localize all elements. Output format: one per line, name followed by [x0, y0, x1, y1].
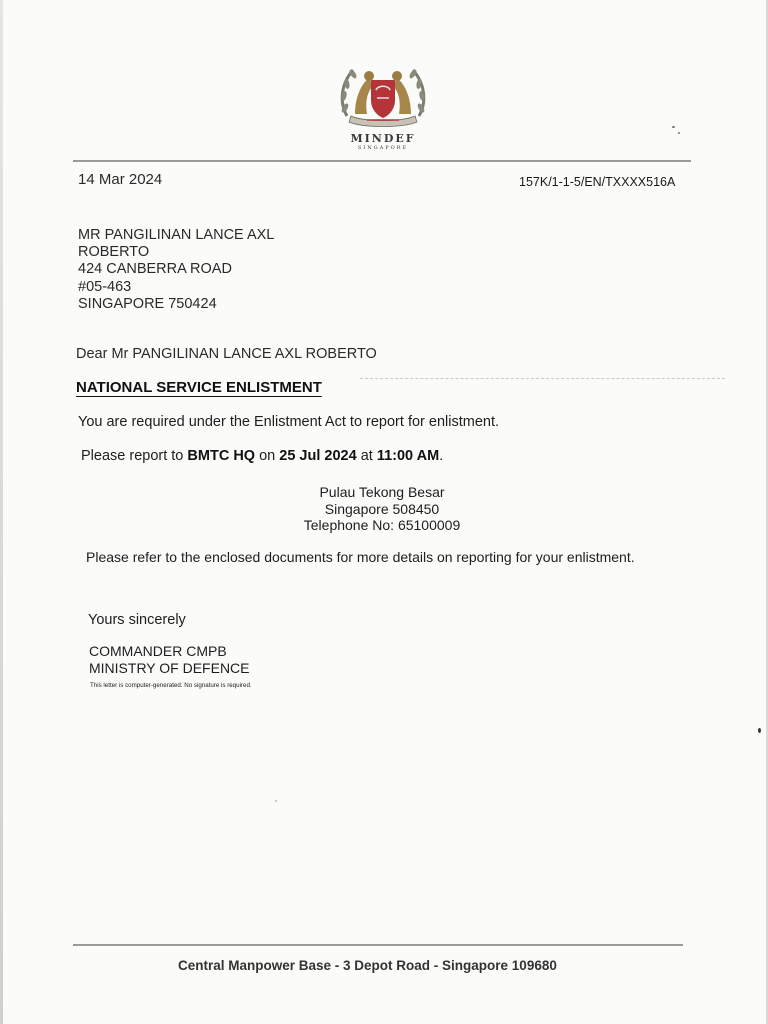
report-prefix: Please report to	[81, 448, 188, 464]
reference-number: 157K/1-1-5/EN/TXXXX516A	[519, 175, 676, 189]
salutation: Dear Mr PANGILINAN LANCE AXL ROBERTO	[76, 346, 377, 362]
address-line: SINGAPORE 750424	[78, 295, 217, 312]
enclosed-documents-text: Please refer to the enclosed documents for more details on reporting for your enlistment.	[86, 549, 635, 565]
report-suffix: .	[439, 448, 444, 464]
location-line: Telephone No: 65100009	[303, 517, 461, 533]
location-line: Pulau Tekong Besar	[319, 484, 445, 500]
subject-heading: NATIONAL SERVICE ENLISTMENT	[76, 379, 322, 396]
org-name: MINDEF	[350, 132, 416, 145]
recipient-address	[78, 227, 274, 313]
paper-speck	[275, 800, 277, 802]
report-date: 25 Jul 2024	[279, 448, 357, 464]
mindef-crest-logo	[333, 58, 433, 130]
footer-divider	[73, 944, 683, 946]
enlistment-requirement-text: You are required under the Enlistment Act to report for enlistment.	[78, 414, 500, 430]
address-line: MR PANGILINAN LANCE AXL	[78, 227, 275, 243]
report-place: BMTC HQ	[187, 448, 256, 464]
paper-edge-left	[0, 0, 3, 1024]
signer-block	[89, 643, 250, 676]
header-divider	[73, 160, 691, 162]
computer-generated-note: This letter is computer-generated. No signature is required.	[90, 682, 252, 689]
report-on: on	[255, 448, 280, 464]
location-line: Singapore 508450	[324, 500, 440, 517]
org-subtitle: SINGAPORE	[357, 145, 409, 151]
paper-speck	[758, 728, 761, 733]
paper-speck	[678, 132, 680, 134]
address-line: 424 CANBERRA ROAD	[78, 261, 232, 278]
signer-line: COMMANDER CMPB	[89, 643, 227, 659]
address-line: #05-463	[78, 278, 132, 295]
report-instruction	[81, 448, 443, 464]
faint-dashed-mark	[360, 378, 725, 380]
reporting-location	[282, 484, 482, 534]
paper-speck	[672, 126, 675, 128]
closing: Yours sincerely	[88, 612, 186, 628]
report-at: at	[356, 448, 377, 464]
address-line: ROBERTO	[78, 244, 150, 261]
signer-line: MINISTRY OF DEFENCE	[89, 659, 250, 676]
letter-date: 14 Mar 2024	[78, 171, 163, 188]
report-time: 11:00 AM	[376, 448, 440, 464]
footer-address: Central Manpower Base - 3 Depot Road - Singapore 109680	[178, 958, 557, 973]
